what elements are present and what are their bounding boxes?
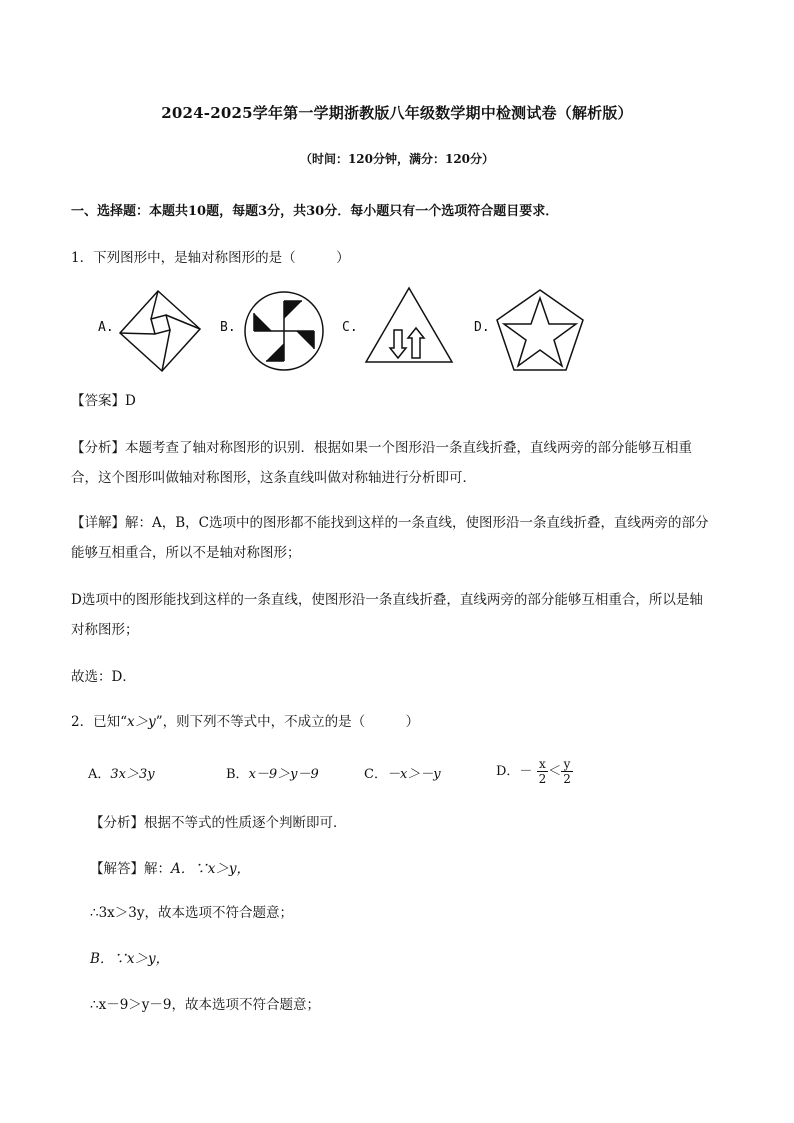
q1-figure-a [118, 289, 202, 373]
q2-option-d-num1: x [537, 757, 549, 772]
q2-answer-math: A．∵x＞y， [171, 861, 250, 877]
q1-option-b-label: B. [220, 320, 236, 335]
q1-analysis-line2: 合，这个图形叫做轴对称图形，这条直线叫做对称轴进行分析即可． [71, 470, 476, 486]
q2-stem-prefix: 2．已知“ [71, 714, 127, 730]
q2-option-a-label: A． [88, 767, 111, 782]
q2-option-d [496, 757, 573, 786]
q2-line-b2: ∴x－9＞y－9，故本选项不符合题意； [90, 997, 321, 1013]
q2-answer-prefix: 【解答】解： [90, 861, 171, 877]
q2-answer-line1 [90, 860, 250, 878]
page-subtitle: （时间：120分钟，满分：120分） [299, 152, 495, 166]
q2-option-c-label: C． [364, 767, 387, 782]
q2-option-a [88, 763, 155, 782]
q2-line-a2: ∴3x＞3y，故本选项不符合题意； [90, 905, 294, 921]
q2-option-b [226, 763, 319, 782]
q2-analysis: 【分析】根据不等式的性质逐个判断即可． [90, 815, 347, 831]
q2-option-c-math: －x＞－y [386, 767, 441, 782]
q2-option-a-math: 3x＞3y [110, 767, 155, 782]
section-heading: 一、选择题：本题共10题，每题3分，共30分．每小题只有一个选项符合题目要求． [71, 204, 559, 219]
q1-option-a-label: A. [98, 320, 114, 335]
q2-line-b1: B．∵x＞y， [90, 951, 170, 967]
q2-option-d-num2: y [561, 757, 573, 772]
q2-option-d-label: D．－ [496, 764, 533, 779]
q2-option-b-label: B． [226, 767, 249, 782]
q1-figure-c [364, 286, 454, 364]
q2-option-d-fraction-y [561, 757, 573, 786]
q2-option-c [364, 763, 441, 782]
q1-choice: 故选：D． [71, 669, 136, 685]
q1-answer: 【答案】D [71, 393, 136, 409]
q1-detail-line3: D选项中的图形能找到这样的一条直线，使图形沿一条直线折叠，直线两旁的部分能够互相重合，所以是轴 [71, 592, 703, 608]
q1-detail-line2: 能够互相重合，所以不是轴对称图形； [71, 545, 301, 561]
q2-stem-math: x＞y [127, 714, 156, 730]
page-title: 2024-2025学年第一学期浙教版八年级数学期中检测试卷（解析版） [161, 104, 633, 122]
q2-option-d-den1: 2 [538, 772, 547, 786]
q2-option-b-math: x－9＞y－9 [248, 767, 319, 782]
q1-figure-d [494, 288, 586, 374]
q1-detail-line1: 【详解】解：A，B，C选项中的图形都不能找到这样的一条直线，使图形沿一条直线折叠，直线两旁的部分 [71, 515, 709, 531]
q1-option-c-label: C. [342, 320, 358, 335]
q2-option-d-sign: ＜ [548, 764, 562, 779]
q1-option-d-label: D. [474, 320, 490, 335]
q2-stem-suffix: ”，则下列不等式中，不成立的是（ ） [155, 714, 420, 730]
q1-stem: 1．下列图形中，是轴对称图形的是（ ） [71, 250, 350, 266]
q2-option-d-fraction-x [537, 757, 549, 786]
q2-stem [71, 713, 419, 731]
q1-detail-line4: 对称图形； [71, 622, 139, 638]
q2-option-d-den2: 2 [563, 772, 571, 786]
q1-analysis-line1: 【分析】本题考查了轴对称图形的识别．根据如果一个图形沿一条直线折叠，直线两旁的部分能够互相重 [71, 440, 692, 456]
q1-figure-b [242, 289, 326, 373]
